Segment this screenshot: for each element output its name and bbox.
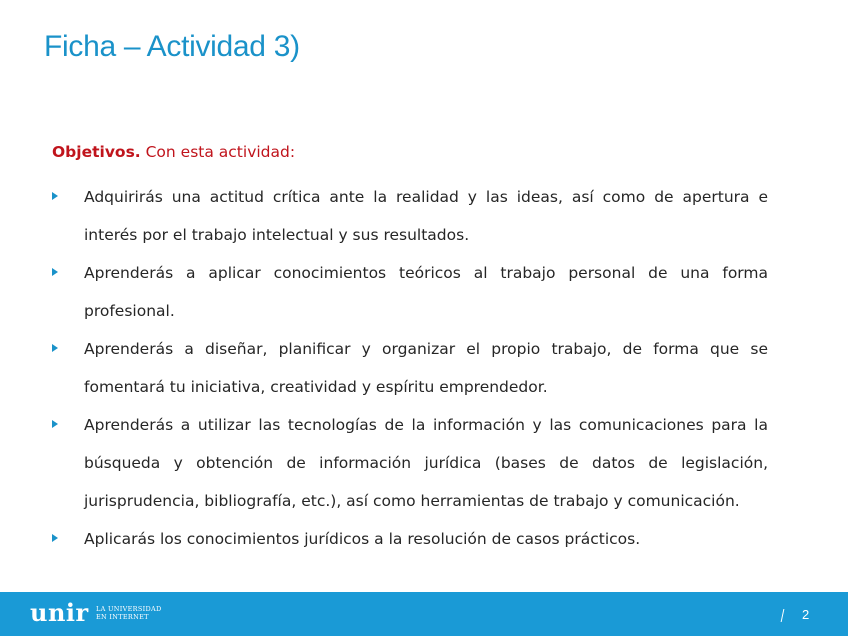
list-item: [52, 520, 768, 558]
list-item: [52, 330, 768, 406]
page-separator: [781, 609, 785, 622]
list-item-text: Aprenderás a utilizar las tecnologías de la información y las comunicaciones para la búsqueda y obtención de información jurídica (bases de datos de legislación, jurisprudencia, bibliografía, etc.), así como herramientas de trabajo y comunicación.: [84, 416, 768, 510]
objectives-list: [52, 178, 768, 558]
logo-tagline-line2: EN INTERNET: [96, 613, 149, 621]
list-item-text: Adquirirás una actitud crítica ante la realidad y las ideas, así como de apertura e interés por el trabajo intelectual y sus resultados.: [84, 188, 768, 244]
list-item: [52, 406, 768, 520]
page-number: 2: [802, 607, 810, 622]
bullet-arrow-icon: [52, 344, 58, 352]
list-item-text: Aplicarás los conocimientos jurídicos a la resolución de casos prácticos.: [84, 530, 641, 548]
bullet-arrow-icon: [52, 534, 58, 542]
bullet-arrow-icon: [52, 420, 58, 428]
objectives-intro: Con esta actividad:: [140, 143, 296, 161]
unir-logo: unir: [30, 598, 89, 627]
list-item: [52, 178, 768, 254]
logo-tagline: [96, 605, 161, 621]
list-item: [52, 254, 768, 330]
bullet-arrow-icon: [52, 268, 58, 276]
slide-content: [52, 138, 768, 558]
list-item-text: Aprenderás a diseñar, planificar y organizar el propio trabajo, de forma que se fomentará tu iniciativa, creatividad y espíritu emprendedor.: [84, 340, 768, 396]
slide-title: Ficha – Actividad 3): [44, 30, 300, 63]
footer-bar: [0, 592, 848, 636]
logo-tagline-line1: LA UNIVERSIDAD: [96, 605, 162, 613]
objectives-heading: [52, 138, 768, 166]
bullet-arrow-icon: [52, 192, 58, 200]
objectives-label: Objetivos.: [52, 143, 141, 161]
list-item-text: Aprenderás a aplicar conocimientos teóricos al trabajo personal de una forma profesional.: [84, 264, 768, 320]
